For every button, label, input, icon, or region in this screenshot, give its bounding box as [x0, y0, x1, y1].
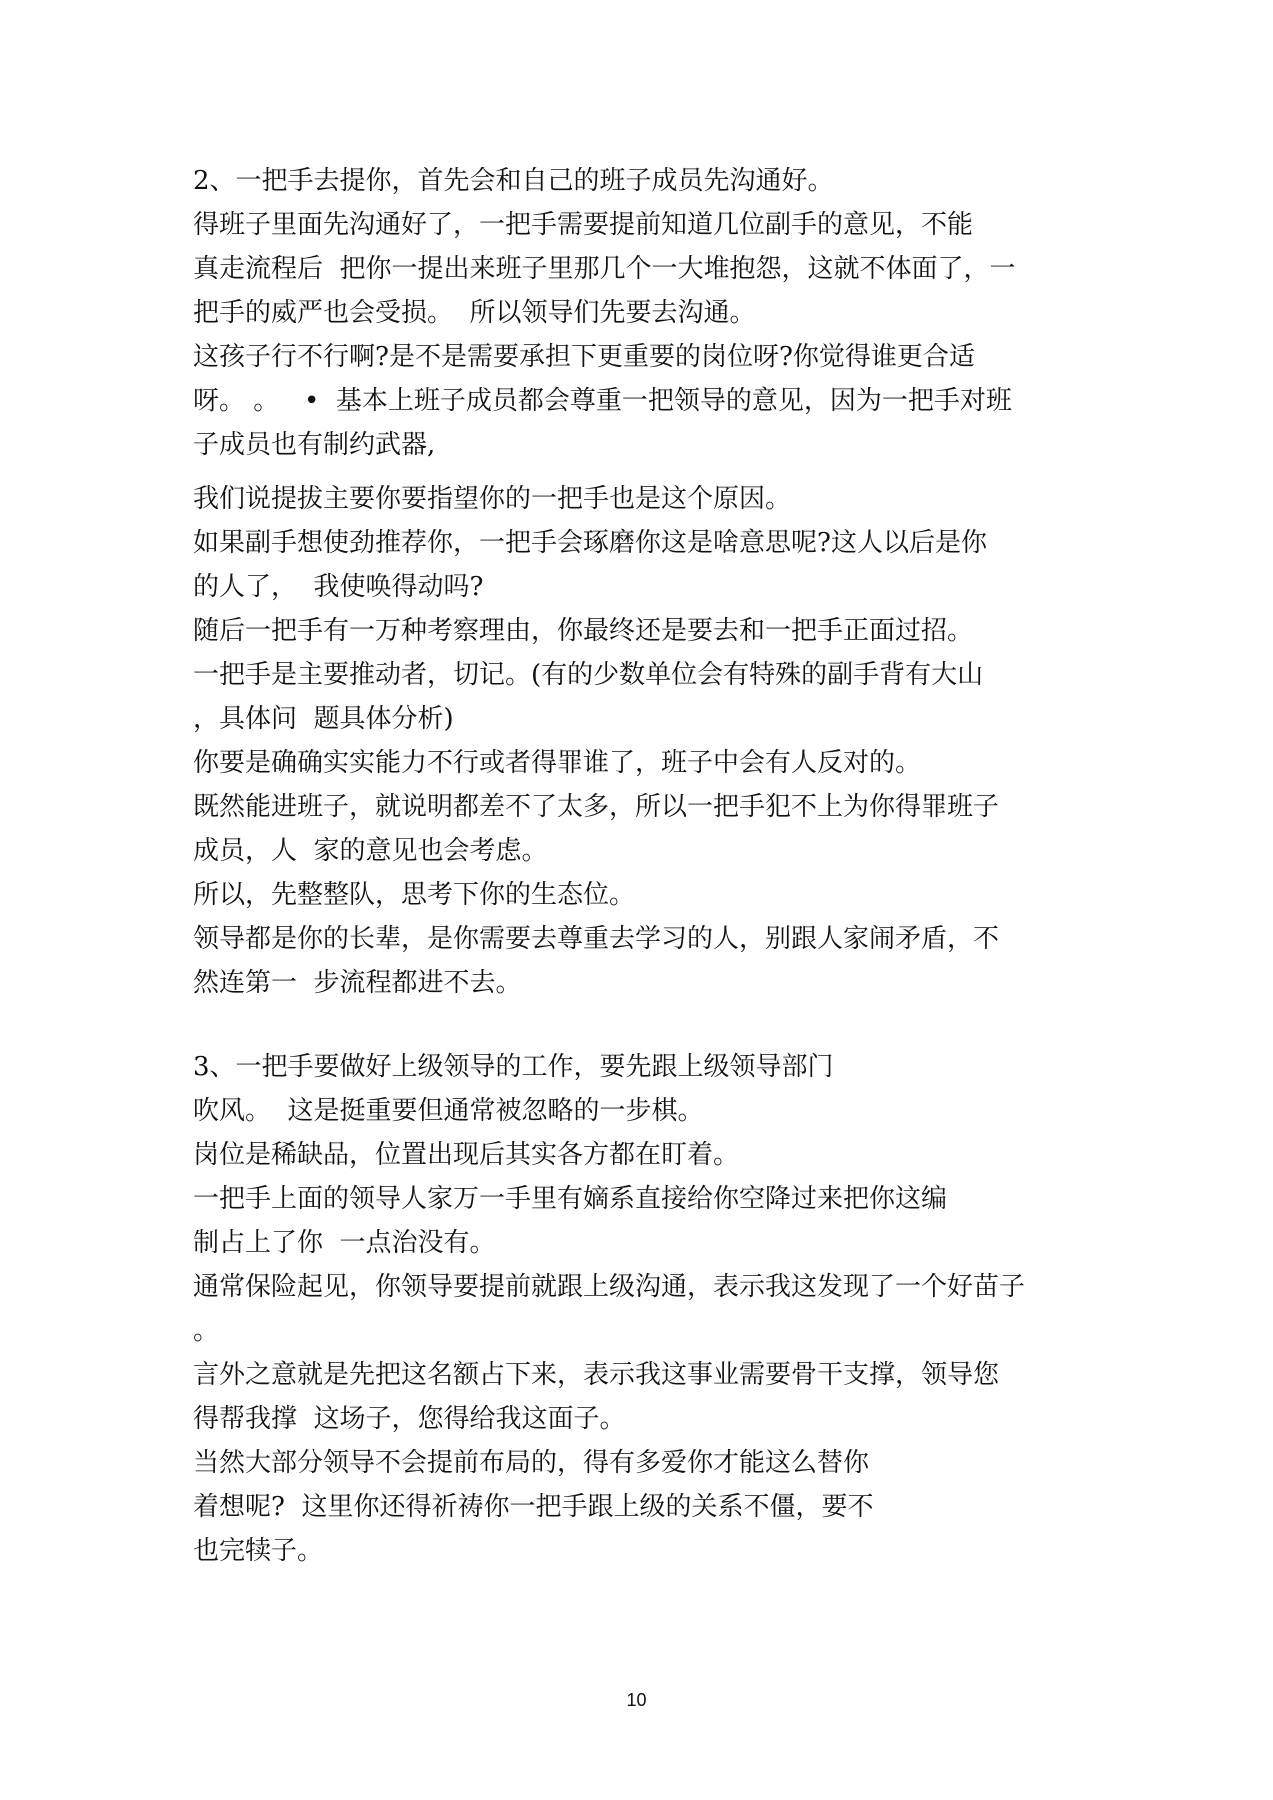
paragraph-line: 子成员也有制约武器, [193, 430, 436, 460]
paragraph-line: 既然能进班子，就说明都差不了太多，所以一把手犯不上为你得罪班子 [193, 792, 1000, 822]
paragraph-line: 所以，先整整队，思考下你的生态位。 [193, 880, 636, 910]
paragraph-line: 我们说提拔主要你要指望你的一把手也是这个原因。 [193, 484, 792, 514]
paragraph-line: 这孩子行不行啊?是不是需要承担下更重要的岗位呀?你觉得谁更合适 [193, 342, 975, 372]
paragraph-line: 的人了， 我使唤得动吗? [193, 572, 484, 602]
paragraph-line: 真走流程后 把你一提出来班子里那几个一大堆抱怨，这就不体面了，一 [193, 254, 1016, 284]
paragraph-line: 岗位是稀缺品，位置出现后其实各方都在盯着。 [193, 1140, 740, 1170]
page-number: 10 [626, 1690, 647, 1710]
section-spacer [193, 1005, 1093, 1045]
paragraph-line: 随后一把手有一万种考察理由，你最终还是要去和一把手正面过招。 [193, 616, 974, 646]
paragraph-line: 也完犊子。 [193, 1536, 324, 1566]
paragraph-line: 一把手是主要推动者，切记。(有的少数单位会有特殊的副手背有大山 [193, 660, 984, 690]
body-text [193, 159, 1093, 1573]
paragraph-line: 言外之意就是先把这名额占下来，表示我这事业需要骨干支撑，领导您 [193, 1360, 1000, 1390]
paragraph-line: 成员，人 家的意见也会考虑。 [193, 836, 548, 866]
paragraph-line: 呀。 。 • 基本上班子成员都会尊重一把领导的意见，因为一把手对班 [193, 386, 1012, 416]
paragraph-line: 然连第一 步流程都进不去。 [193, 968, 522, 998]
paragraph-line: 得帮我撑 这场子，您得给我这面子。 [193, 1404, 626, 1434]
paragraph-line: 一把手上面的领导人家万一手里有嫡系直接给你空降过来把你这编 [193, 1184, 948, 1214]
paragraph-line: 把手的威严也会受损。 所以领导们先要去沟通。 [193, 298, 756, 328]
paragraph-line: 你要是确确实实能力不行或者得罪谁了，班子中会有人反对的。 [193, 748, 922, 778]
paragraph-line: 制占上了你 一点治没有。 [193, 1228, 496, 1258]
paragraph-line: 如果副手想使劲推荐你，一把手会琢磨你这是啥意思呢?这人以后是你 [193, 528, 987, 558]
paragraph-line: 通常保险起见，你领导要提前就跟上级沟通，表示我这发现了一个好苗子 [193, 1272, 1026, 1302]
paragraph-line: 吹风。 这是挺重要但通常被忽略的一步棋。 [193, 1096, 704, 1126]
paragraph-line: 得班子里面先沟通好了，一把手需要提前知道几位副手的意见，不能 [193, 210, 974, 240]
paragraph-line: 着想呢? 这里你还得祈祷你一把手跟上级的关系不僵，要不 [193, 1492, 874, 1522]
paragraph-line: ，具体问 题具体分析) [193, 704, 454, 734]
paragraph-spacer [193, 467, 1093, 477]
paragraph-line: 当然大部分领导不会提前布局的，得有多爱你才能这么替你 [193, 1448, 870, 1478]
paragraph-line: 。 [193, 1316, 220, 1346]
section-3-heading: 3、一把手要做好上级领导的工作，要先跟上级领导部门 [193, 1052, 834, 1082]
section-2-heading: 2、一把手去提你，首先会和自己的班子成员先沟通好。 [193, 166, 834, 196]
paragraph-line: 领导都是你的长辈，是你需要去尊重去学习的人，别跟人家闹矛盾，不 [193, 924, 1000, 954]
